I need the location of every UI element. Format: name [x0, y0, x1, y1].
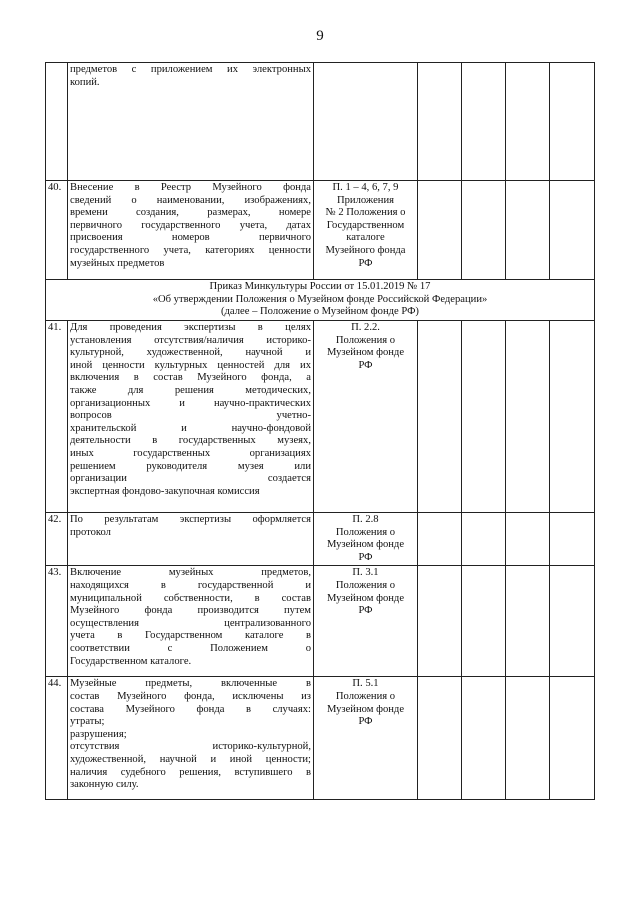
text-line: решением руководителя музея или: [70, 460, 311, 472]
blank-cell: [418, 63, 462, 181]
blank-cell: [418, 513, 462, 566]
text-line: деятельности в государственных музеях,: [70, 435, 311, 447]
text-line: разрушения;: [70, 728, 127, 740]
table-row: [46, 566, 595, 677]
text-line: утраты;: [70, 716, 105, 728]
text-line: вопросов учетно-: [70, 410, 311, 422]
table-row: [46, 63, 595, 181]
blank-cell: [506, 63, 550, 181]
row-number: 42.: [46, 513, 68, 566]
row-text: [68, 513, 314, 566]
text-line: копий.: [70, 76, 100, 88]
row-text: [68, 321, 314, 513]
reference-line: Приложения: [336, 194, 395, 206]
row-text: [68, 677, 314, 800]
reference-line: П. 2.8: [352, 514, 379, 525]
text-line: хранительской и научно-фондовой: [70, 422, 311, 434]
row-number: 44.: [46, 677, 68, 800]
text-line: Включение музейных предметов,: [70, 567, 311, 579]
blank-cell: [550, 63, 595, 181]
reference-line: П. 5.1: [352, 678, 379, 690]
blank-cell: [418, 677, 462, 800]
blank-cell: [550, 566, 595, 677]
row-text: [68, 181, 314, 280]
text-line: экспертная фондово-закупочная комиссия: [70, 485, 260, 497]
row-number: 40.: [46, 181, 68, 280]
section-abbreviation: (далее – Положение о Музейном фонде РФ): [221, 306, 419, 318]
text-line: сведений о наименовании, изображениях,: [70, 194, 311, 206]
blank-cell: [550, 513, 595, 566]
row-reference: [314, 63, 418, 181]
row-text: [68, 63, 314, 181]
text-line: культурной, художественной, научной и: [70, 347, 311, 359]
blank-cell: [462, 566, 506, 677]
document-table: [45, 62, 595, 800]
text-line: законную силу.: [70, 779, 139, 791]
reference-line: Музейном фонде: [326, 592, 405, 604]
blank-cell: [418, 566, 462, 677]
text-line: соответствии с Положением о: [70, 642, 311, 654]
text-line: осуществления централизованного: [70, 617, 311, 629]
blank-cell: [506, 677, 550, 800]
reference-line: П. 3.1: [352, 567, 379, 579]
text-line: муниципальной собственности, в состав: [70, 592, 311, 604]
table-row: [46, 181, 595, 280]
text-line: Музейные предметы, включенные в: [70, 678, 311, 690]
row-reference: [314, 321, 418, 513]
text-line: учета в Государственном каталоге в: [70, 630, 311, 642]
text-line: предметов с приложением их электронных: [70, 64, 311, 75]
page-number: 9: [316, 28, 324, 44]
reference-line: РФ: [358, 551, 373, 563]
text-line: состав Музейного фонда, исключены из: [70, 690, 311, 702]
blank-cell: [550, 321, 595, 513]
reference-line: Музейного фонда: [325, 244, 406, 256]
row-reference: [314, 677, 418, 800]
section-header-row: [46, 280, 595, 321]
blank-cell: [506, 321, 550, 513]
text-line: организации создается: [70, 473, 311, 485]
reference-line: каталоге: [346, 232, 385, 244]
reference-line: РФ: [358, 605, 373, 617]
section-order-title: Приказ Минкультуры России от 15.01.2019 № 17: [209, 281, 431, 292]
reference-line: № 2 Положения о: [325, 207, 406, 219]
blank-cell: [462, 513, 506, 566]
text-line: Государственном каталоге.: [70, 655, 192, 667]
text-line: художественной, научной и иной ценности;: [70, 753, 311, 765]
text-line: установления отсутствия/наличия историко-: [70, 334, 311, 346]
text-line: отсутствия историко-культурной,: [70, 741, 311, 753]
blank-cell: [506, 566, 550, 677]
blank-cell: [418, 181, 462, 280]
reference-line: Положения о: [335, 526, 396, 538]
reference-line: П. 1 – 4, 6, 7, 9: [332, 182, 399, 193]
blank-cell: [462, 321, 506, 513]
text-line: государственного учета, категориях ценности: [70, 244, 311, 256]
reference-line: Положения о: [335, 334, 396, 346]
table-row: [46, 321, 595, 513]
text-line: По результатам экспертизы оформляется: [70, 514, 311, 525]
text-line: включения в состав Музейного фонда, а: [70, 372, 311, 384]
reference-line: РФ: [358, 716, 373, 728]
row-number: 41.: [46, 321, 68, 513]
text-line: присвоения номеров первичного: [70, 232, 311, 244]
reference-line: П. 2.2.: [351, 322, 380, 333]
text-line: также для решения методических,: [70, 384, 311, 396]
reference-line: РФ: [358, 257, 373, 269]
reference-line: Музейном фонде: [326, 347, 405, 359]
text-line: музейных предметов: [70, 257, 165, 269]
table-row: [46, 513, 595, 566]
text-line: времени создания, размерах, номере: [70, 207, 311, 219]
reference-line: Положения о: [335, 690, 396, 702]
text-line: находящихся в государственной и: [70, 579, 311, 591]
text-line: первичного государственного учета, датах: [70, 219, 311, 231]
reference-line: Положения о: [335, 579, 396, 591]
reference-line: Музейном фонде: [326, 703, 405, 715]
reference-line: Музейном фонде: [326, 539, 405, 551]
blank-cell: [550, 677, 595, 800]
row-reference: [314, 181, 418, 280]
text-line: Внесение в Реестр Музейного фонда: [70, 182, 311, 193]
reference-line: Государственном: [326, 219, 405, 231]
row-number: 43.: [46, 566, 68, 677]
blank-cell: [462, 181, 506, 280]
blank-cell: [462, 677, 506, 800]
row-text: [68, 566, 314, 677]
text-line: иной ценности культурных ценностей для их: [70, 359, 311, 371]
blank-cell: [550, 181, 595, 280]
text-line: состава Музейного фонда в случаях:: [70, 703, 311, 715]
text-line: наличия судебного решения, вступившего в: [70, 766, 311, 778]
blank-cell: [462, 63, 506, 181]
text-line: иных государственных организациях: [70, 447, 311, 459]
section-header: [46, 280, 595, 321]
row-number: [46, 63, 68, 181]
text-line: Музейного фонда производится путем: [70, 605, 311, 617]
blank-cell: [418, 321, 462, 513]
text-line: протокол: [70, 526, 111, 538]
reference-line: РФ: [358, 359, 373, 371]
table-row: [46, 677, 595, 800]
section-order-name: «Об утверждении Положения о Музейном фонде Российской Федерации»: [152, 293, 488, 305]
row-reference: [314, 513, 418, 566]
blank-cell: [506, 513, 550, 566]
text-line: Для проведения экспертизы в целях: [70, 322, 311, 333]
row-reference: [314, 566, 418, 677]
text-line: организационных и научно-практических: [70, 397, 311, 409]
blank-cell: [506, 181, 550, 280]
